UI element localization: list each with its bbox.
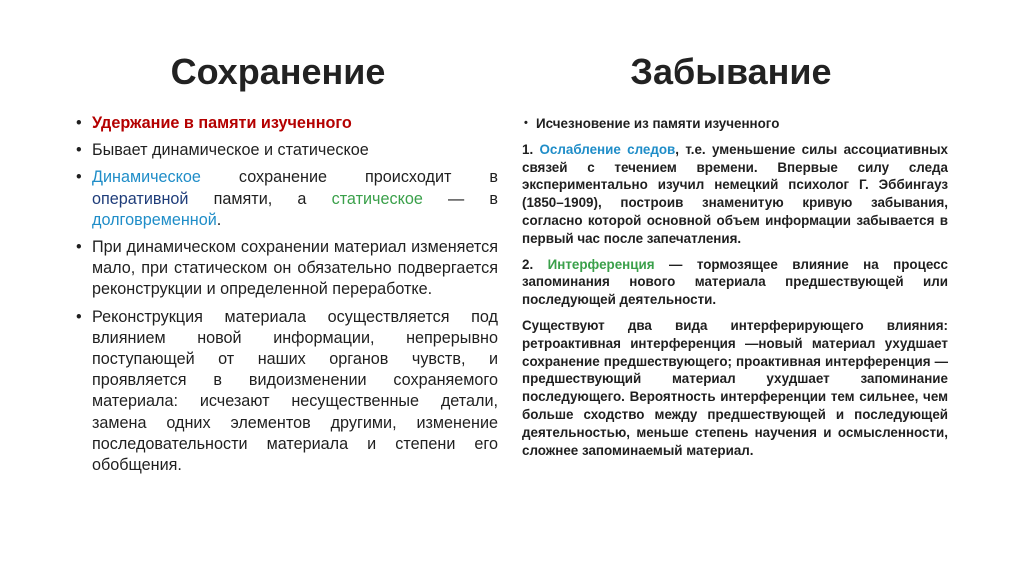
- bullet: •: [76, 141, 82, 160]
- interference-text: — тормозящее влияние на процесс запоминания нового материала предшествующей или последующей деятельности.: [522, 256, 948, 308]
- dynamic-term: Динамическое: [92, 168, 201, 187]
- bullet: •: [76, 114, 82, 132]
- right-column: [522, 48, 948, 467]
- right-title: Забывание: [630, 51, 832, 92]
- list-item: [74, 140, 498, 161]
- forgetting-definition: [522, 115, 948, 133]
- left-list: [74, 113, 498, 476]
- interference-term: Интерференция: [547, 256, 655, 272]
- list-item: [74, 307, 498, 477]
- trace-decay-term: Ослабление следов: [539, 141, 676, 157]
- forgetting-definition-text: Исчезновение из памяти изученного: [536, 116, 780, 131]
- left-column: [74, 48, 498, 482]
- bullet: •: [524, 117, 528, 129]
- text-fragment: сохранение происходит в: [200, 168, 498, 187]
- retention-definition: Удержание в памяти изученного: [92, 114, 352, 132]
- longterm-term: долговременной: [92, 210, 217, 229]
- bullet: •: [76, 307, 82, 326]
- bullet: •: [76, 238, 82, 257]
- bullet: •: [76, 168, 82, 187]
- list-item: [74, 237, 498, 301]
- text-fragment: памяти, а: [188, 189, 332, 208]
- trace-decay-paragraph: [522, 141, 948, 248]
- list-item: [74, 113, 498, 134]
- operative-term: оперативной: [92, 189, 189, 208]
- text-fragment: .: [216, 210, 222, 229]
- static-term: статическое: [331, 189, 423, 208]
- dynamic-static-comparison: При динамическом сохранении материал изменяется мало, при статическом он обязательно подвергается реконструкции и определенной переработке.: [92, 238, 498, 299]
- retention-types: Бывает динамическое и статическое: [92, 141, 369, 160]
- item-number: 1.: [522, 141, 540, 157]
- interference-paragraph: [522, 256, 948, 309]
- reconstruction-text: Реконструкция материала осуществляется под влиянием новой информации, непрерывно поступающей от наших органов чувств, и проявляется в видоизменении сохраняемого материала: исчезают несущественные детали, замена одних элементов другими, изменение последовательности материала и степени его обобщения.: [92, 307, 498, 475]
- left-title: Сохранение: [170, 51, 386, 92]
- text-fragment: — в: [422, 189, 498, 208]
- item-number: 2.: [522, 256, 548, 272]
- interference-types-paragraph: Существуют два вида интерферирующего влияния: ретроактивная интерференция —новый материал ухудшает сохранение предшествующего; проактивная интерференция — предшествующий материал ухудшает запоминание последующего. Вероятность интерференции тем сильнее, чем больше сходство между предшествующей и последующей деятельностью, меньше степень научения и осмысленности, сложнее запоминаемый материал.: [522, 317, 948, 458]
- list-item: [74, 167, 498, 231]
- trace-decay-text: , т.е. уменьшение силы ассоциативных связей с течением времени. Впервые силу следа экспериментально изучил немецкий психолог Г. Эббингауз (1850–1909), построив знаменитую кривую забывания, согласно которой основной объем информации забывается в первый час после запечатления.: [522, 141, 949, 246]
